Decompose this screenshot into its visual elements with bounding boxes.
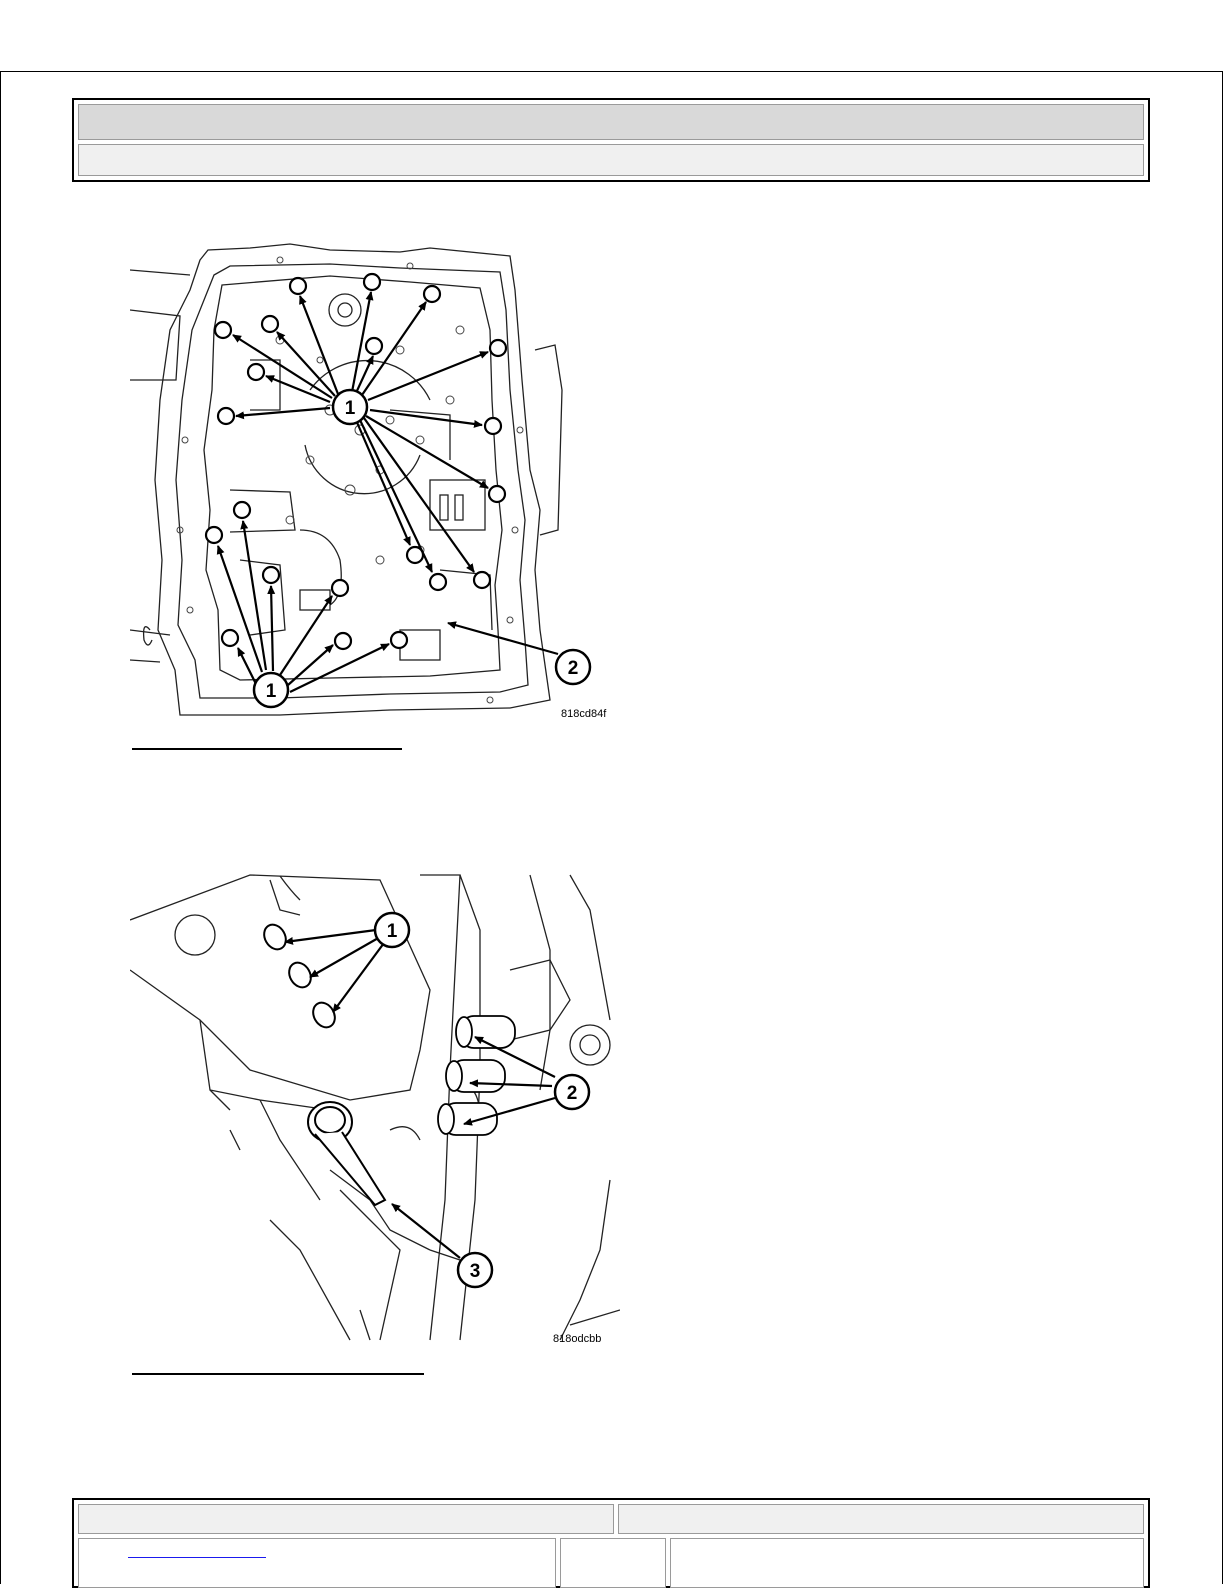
callout-1: [375, 913, 409, 947]
figure-code: 818odcbb: [553, 1333, 602, 1345]
svg-text:2: 2: [566, 1083, 578, 1104]
figure-1-caption-rule: [132, 748, 402, 750]
footer-cell-left: [78, 1504, 614, 1534]
svg-text:3: 3: [469, 1261, 481, 1282]
callout-2: [555, 1075, 589, 1109]
footer-table: [72, 1498, 1150, 1588]
footer-cell-link: [78, 1538, 556, 1588]
callout-1-lower: [254, 673, 288, 707]
svg-text:2: 2: [567, 658, 579, 679]
callout-1-upper: [333, 390, 367, 424]
callout-2: [556, 650, 590, 684]
case-passages-illustration: [130, 870, 620, 1350]
figure-code: 818cd84f: [561, 708, 607, 720]
svg-text:1: 1: [344, 398, 356, 419]
svg-text:1: 1: [386, 921, 398, 942]
header-table: [72, 98, 1150, 182]
callout-3: [458, 1253, 492, 1287]
svg-text:1: 1: [265, 681, 277, 702]
header-title-row: [78, 104, 1144, 140]
footer-cell-middle: [560, 1538, 666, 1588]
footer-cell-end: [670, 1538, 1144, 1588]
figure-2-caption-rule: [132, 1373, 424, 1375]
valve-body-bolts-illustration: [130, 230, 620, 730]
footer-link[interactable]: [128, 1557, 266, 1558]
header-subtitle-row: [78, 144, 1144, 176]
footer-cell-right: [618, 1504, 1144, 1534]
